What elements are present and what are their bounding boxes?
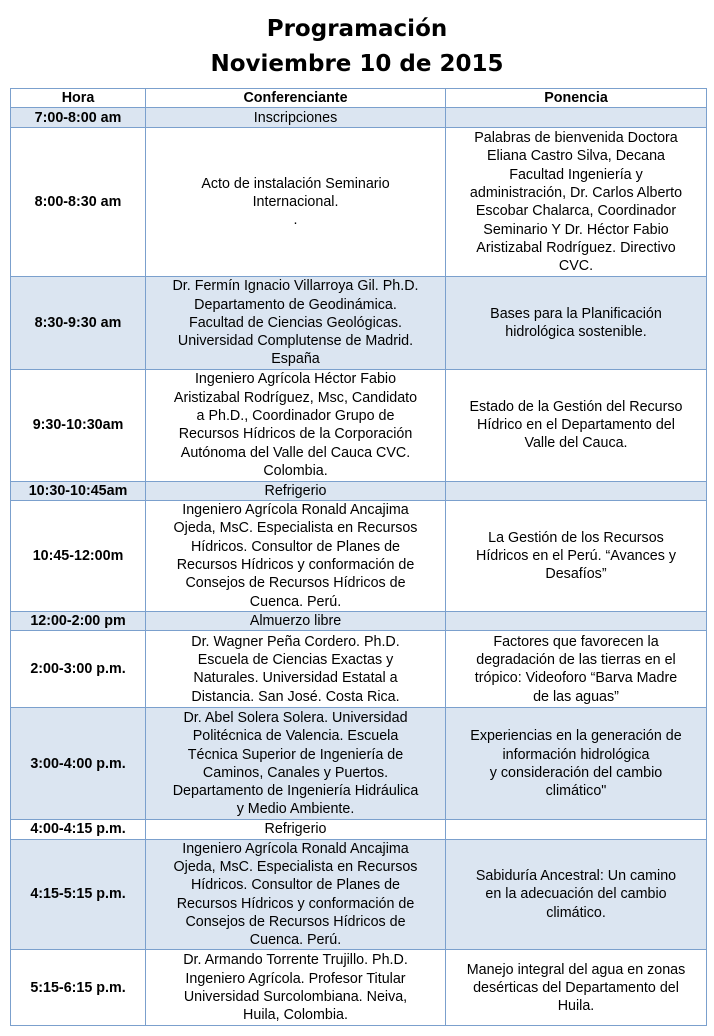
schedule-table [10,88,707,1026]
ponencia-cell: Bases para la Planificación hidrológica sostenible. [446,277,707,369]
conferenciante-cell: Ingeniero Agrícola Ronald Ancajima Ojeda, MsC. Especialista en Recursos Hídricos. Consultor de Planes de Recursos Hídricos y conformación de Consejos de Recursos Hídricos de Cuenca. Perú. [146,839,446,950]
hora-cell: 3:00-4:00 p.m. [11,708,146,820]
hora-cell: 9:30-10:30am [11,369,146,481]
conferenciante-cell: Ingeniero Agrícola Ronald Ancajima Ojeda, MsC. Especialista en Recursos Hídricos. Consultor de Planes de Recursos Hídricos y conformación de Consejos de Recursos Hídricos de Cuenca. Perú. [146,501,446,612]
table-row [11,950,707,1026]
table-row [11,839,707,950]
conferenciante-cell: Almuerzo libre [146,612,446,631]
conferenciante-cell: Refrigerio [146,820,446,839]
hora-cell: 10:30-10:45am [11,481,146,500]
hora-cell: 4:00-4:15 p.m. [11,820,146,839]
table-row [11,820,707,839]
hora-cell: 2:00-3:00 p.m. [11,631,146,708]
ponencia-cell: La Gestión de los Recursos Hídricos en el Perú. “Avances y Desafíos” [446,501,707,612]
conferenciante-cell: Dr. Wagner Peña Cordero. Ph.D. Escuela de Ciencias Exactas y Naturales. Universidad Estatal a Distancia. San José. Costa Rica. [146,631,446,708]
table-row [11,128,707,277]
table-row [11,481,707,500]
title-line-2: Noviembre 10 de 2015 [210,51,504,77]
header-conferenciante: Conferenciante [146,89,446,108]
hora-cell: 12:00-2:00 pm [11,612,146,631]
ponencia-cell [446,108,707,128]
conferenciante-cell: Inscripciones [146,108,446,128]
ponencia-cell: Factores que favorecen la degradación de las tierras en el trópico: Videoforo “Barva Madre de las aguas” [446,631,707,708]
ponencia-cell [446,612,707,631]
title-line-1: Programación [266,16,448,42]
ponencia-cell [446,820,707,839]
table-row [11,501,707,612]
table-row [11,369,707,481]
hora-cell: 7:00-8:00 am [11,108,146,128]
hora-cell: 8:30-9:30 am [11,277,146,369]
table-row [11,612,707,631]
header-row [11,89,707,108]
hora-cell: 10:45-12:00m [11,501,146,612]
hora-cell: 5:15-6:15 p.m. [11,950,146,1026]
header-ponencia: Ponencia [446,89,707,108]
conferenciante-cell: Dr. Armando Torrente Trujillo. Ph.D. Ingeniero Agrícola. Profesor Titular Universidad Surcolombiana. Neiva, Huila, Colombia. [146,950,446,1026]
table-row [11,708,707,820]
ponencia-cell [446,481,707,500]
ponencia-cell: Manejo integral del agua en zonas desérticas del Departamento del Huila. [446,950,707,1026]
ponencia-cell: Palabras de bienvenida Doctora Eliana Castro Silva, Decana Facultad Ingeniería y administración, Dr. Carlos Alberto Escobar Chalarca, Coordinador Seminario Y Dr. Héctor Fabio Aristizabal Rodríguez. Directivo CVC. [446,128,707,277]
conferenciante-cell: Acto de instalación Seminario Internacional. . [146,128,446,277]
table-row [11,631,707,708]
ponencia-cell: Experiencias en la generación de información hidrológica y consideración del cambio climático" [446,708,707,820]
ponencia-cell: Sabiduría Ancestral: Un camino en la adecuación del cambio climático. [446,839,707,950]
header-hora: Hora [11,89,146,108]
conferenciante-cell: Refrigerio [146,481,446,500]
hora-cell: 8:00-8:30 am [11,128,146,277]
conferenciante-cell: Ingeniero Agrícola Héctor Fabio Aristizabal Rodríguez, Msc, Candidato a Ph.D., Coordinador Grupo de Recursos Hídricos de la Corporación Autónoma del Valle del Cauca CVC. Colombia. [146,369,446,481]
conferenciante-cell: Dr. Abel Solera Solera. Universidad Politécnica de Valencia. Escuela Técnica Superior de Ingeniería de Caminos, Canales y Puertos. Departamento de Ingeniería Hidráulica y Medio Ambiente. [146,708,446,820]
table-row [11,277,707,369]
page-title [0,12,714,82]
conferenciante-cell: Dr. Fermín Ignacio Villarroya Gil. Ph.D. Departamento de Geodinámica. Facultad de Ciencias Geológicas. Universidad Complutense de Madrid. España [146,277,446,369]
ponencia-cell: Estado de la Gestión del Recurso Hídrico en el Departamento del Valle del Cauca. [446,369,707,481]
hora-cell: 4:15-5:15 p.m. [11,839,146,950]
table-row [11,108,707,128]
